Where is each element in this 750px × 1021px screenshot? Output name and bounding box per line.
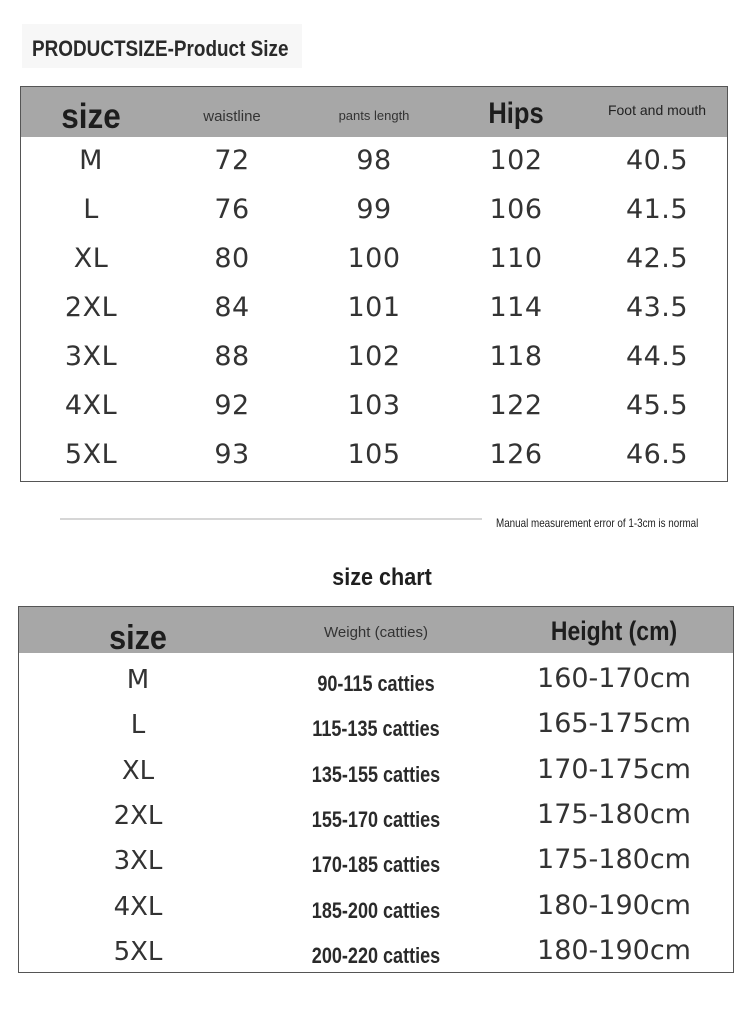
size-cell: XL [73, 243, 109, 274]
waistline-cell: 93 [214, 439, 250, 470]
weight-cell: 200-220 catties [311, 943, 441, 968]
measurement-note: Manual measurement error of 1-3cm is normal [496, 516, 699, 530]
column-header-weight: Weight (catties) [324, 624, 428, 641]
size-cell: L [130, 710, 146, 740]
foot-mouth-cell: 43.5 [625, 292, 689, 323]
column-header-foot-and-mouth: Foot and mouth [607, 102, 707, 118]
waistline-cell: 88 [214, 341, 250, 372]
pants-length-cell: 102 [347, 341, 401, 372]
weight-cell: 185-200 catties [311, 898, 441, 923]
table-header [21, 87, 727, 137]
pants-length-cell: 103 [347, 390, 401, 421]
column-header-size: size [61, 97, 121, 136]
size-cell: 4XL [113, 892, 163, 922]
column-header-height: Height (cm) [550, 616, 678, 646]
size-cell: M [79, 145, 103, 176]
size-cell: 5XL [113, 937, 163, 967]
size-cell: 4XL [64, 390, 118, 421]
waistline-cell: 80 [214, 243, 250, 274]
waistline-cell: 92 [214, 390, 250, 421]
height-cell: 160-170cm [537, 663, 691, 694]
pants-length-cell: 98 [356, 145, 392, 176]
height-cell: 170-175cm [537, 754, 691, 785]
table-row [19, 702, 733, 748]
hips-cell: 126 [489, 439, 543, 470]
height-cell: 180-190cm [537, 935, 691, 966]
pants-length-cell: 101 [347, 292, 401, 323]
table-row [21, 237, 727, 286]
weight-cell: 115-135 catties [312, 716, 440, 741]
page-title: PRODUCTSIZE-Product Size [32, 36, 289, 61]
foot-mouth-cell: 40.5 [625, 145, 689, 176]
weight-cell: 170-185 catties [311, 852, 441, 877]
pants-length-cell: 100 [347, 243, 401, 274]
table-row [19, 657, 733, 703]
weight-cell: 90-115 catties [317, 671, 435, 696]
size-cell: 3XL [113, 846, 163, 876]
size-cell: 5XL [64, 439, 118, 470]
weight-cell: 155-170 catties [311, 807, 441, 832]
foot-mouth-cell: 41.5 [625, 194, 689, 225]
size-cell: M [126, 665, 150, 695]
size-cell: 2XL [64, 292, 118, 323]
hips-cell: 102 [489, 145, 543, 176]
table-row [21, 433, 727, 482]
foot-mouth-cell: 46.5 [625, 439, 689, 470]
foot-mouth-cell: 42.5 [625, 243, 689, 274]
table-row [19, 884, 733, 930]
hips-cell: 114 [489, 292, 543, 323]
pants-length-cell: 105 [347, 439, 401, 470]
waistline-cell: 84 [214, 292, 250, 323]
foot-mouth-cell: 44.5 [625, 341, 689, 372]
column-header-waistline: waistline [203, 108, 261, 125]
foot-mouth-cell: 45.5 [625, 390, 689, 421]
size-cell: XL [121, 756, 155, 786]
waistline-cell: 76 [214, 194, 250, 225]
table-row [19, 929, 733, 975]
hips-cell: 106 [489, 194, 543, 225]
divider-line [60, 518, 482, 520]
column-header-pants-length: pants length [338, 108, 410, 123]
weight-cell: 135-155 catties [311, 762, 441, 787]
size-cell: 3XL [64, 341, 118, 372]
table-row [21, 286, 727, 335]
table-row [19, 793, 733, 839]
height-cell: 180-190cm [537, 890, 691, 921]
height-cell: 175-180cm [537, 844, 691, 875]
product-size-title-box [22, 24, 302, 68]
table-row [21, 139, 727, 188]
hips-cell: 122 [489, 390, 543, 421]
table-row [21, 384, 727, 433]
size-cell: 2XL [113, 801, 163, 831]
table-row [21, 188, 727, 237]
pants-length-cell: 99 [356, 194, 392, 225]
hips-cell: 118 [489, 341, 543, 372]
size-chart-table [18, 606, 734, 973]
height-cell: 175-180cm [537, 799, 691, 830]
height-cell: 165-175cm [537, 708, 691, 739]
size-chart-title: size chart [332, 564, 432, 591]
table-row [21, 335, 727, 384]
hips-cell: 110 [489, 243, 543, 274]
table-row [19, 748, 733, 794]
table-header [19, 607, 733, 657]
column-header-hips: Hips [488, 97, 544, 130]
product-size-table [20, 86, 728, 482]
column-header-size: size [109, 619, 167, 657]
waistline-cell: 72 [214, 145, 250, 176]
size-cell: L [83, 194, 99, 225]
table-row [19, 838, 733, 884]
